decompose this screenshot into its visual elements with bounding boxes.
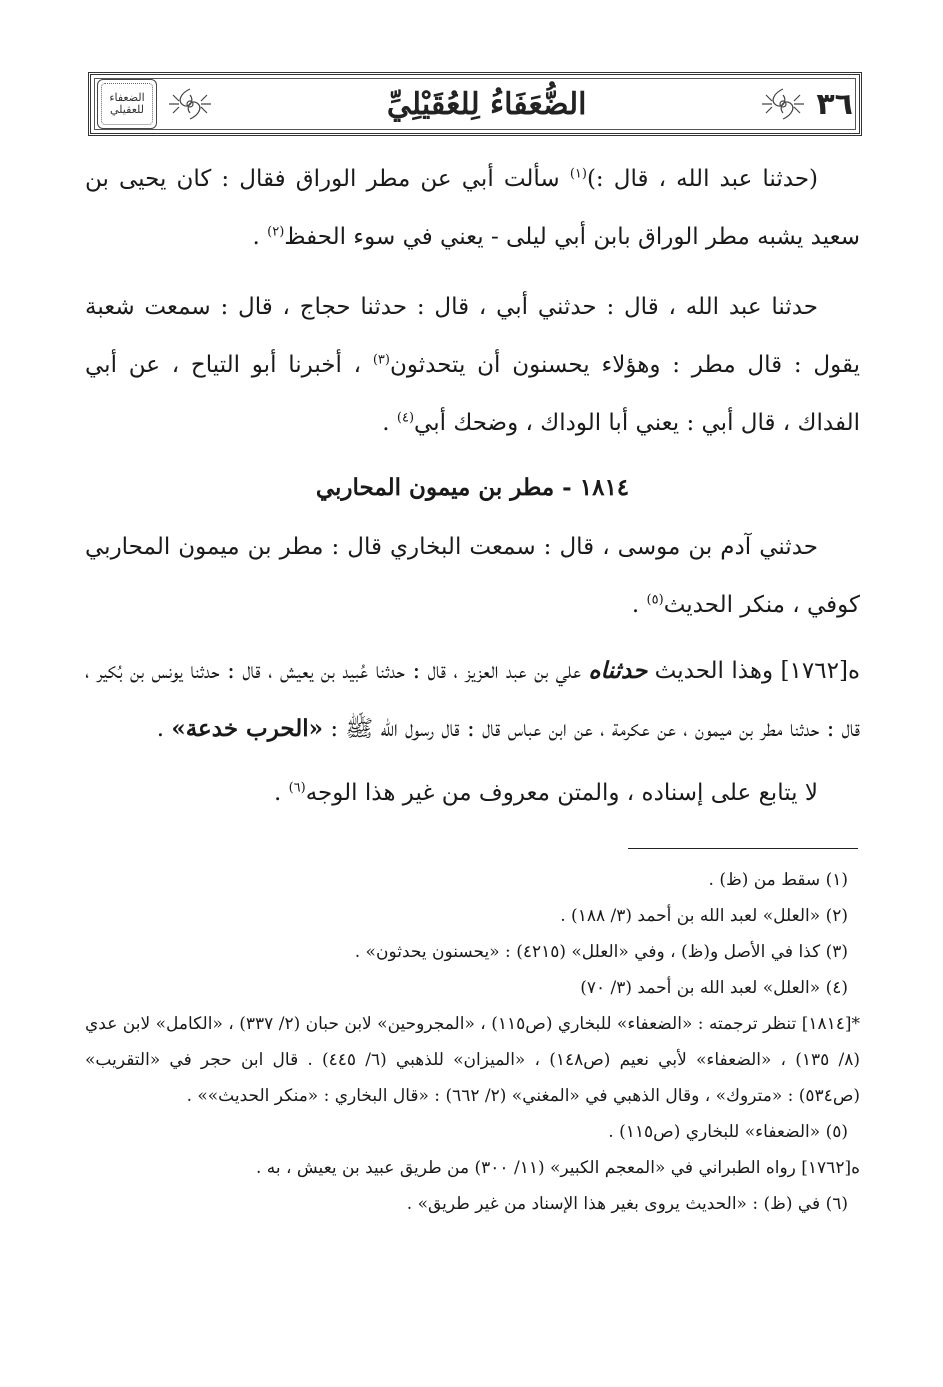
page-number-area: [756, 83, 853, 125]
hadith-quote: «الحرب خدعة»: [171, 715, 324, 742]
paragraph-3: حدثني آدم بن موسى ، قال : سمعت البخاري قال : مطر بن ميمون المحاربي كوفي ، منكر الحديث$^{(٥)}$ .: [85, 534, 860, 618]
paragraph-2: حدثنا عبد الله ، قال : حدثني أبي ، قال : حدثنا حجاج ، قال : سمعت شعبة يقول : قال مطر : وهؤلاء يحسنون أن يتحدثون$^{(٣)}$ ، أخبرنا أبو التياح ، عن أبي الفداك ، قال أبي : يعني أبا الوداك ، وضحك أبي$^{(٤)}$ .: [85, 294, 861, 436]
hadith-paragraph: ه[١٧٦٢] وهذا الحديث حدثناه علي بن عبد العزيز ، قال : حدثنا عُبيد بن يعيش ، قال : حدثنا يونس بن بُكير ، قال : حدثنا مطر بن ميمون ، عن عكرمة ، عن ابن عباس قال : قال رسول الله ﷺ : «الحرب خدعة» .: [85, 657, 860, 742]
page-number: ٣٦: [816, 86, 853, 122]
footnote-2: (٢) «العلل» لعبد الله بن أحمد (٣/ ١٨٨) .: [560, 906, 848, 926]
footnote-ref[interactable]: (٣): [372, 352, 390, 368]
footnote-hadith-1762: ه[١٧٦٢] رواه الطبراني في «المعجم الكبير» (١١/ ٣٠٠) من طريق عبيد بن يعيش ، به .: [255, 1158, 860, 1178]
footnote-ref[interactable]: (١): [569, 166, 587, 182]
footnote-divider: [628, 848, 858, 849]
footnote-6: (٦) في (ظ) : «الحديث يروى بغير هذا الإسناد من غير طريق» .: [406, 1194, 848, 1214]
paragraph-4: لا يتابع على إسناده ، والمتن معروف من غير هذا الوجه$^{(٦)}$ .: [273, 780, 818, 806]
footnote-3: (٣) كذا في الأصل و(ظ) ، وفي «العلل» (٤٢١٥) : «يحسنون يحدثون» .: [354, 942, 848, 962]
header-title: الضُّعَفَاءُ لِلعُقَيْلِيِّ: [386, 86, 587, 122]
page-header: [88, 72, 862, 136]
footnote-ref[interactable]: (٥): [646, 592, 664, 608]
footnote-5: (٥) «الضعفاء» للبخاري (ص١١٥) .: [608, 1122, 848, 1142]
footnote-ref[interactable]: (٤): [396, 410, 415, 426]
footnotes: [85, 862, 860, 1222]
entry-heading: ١٨١٤ - مطر بن ميمون المحاربي: [315, 474, 630, 501]
footnote-ref[interactable]: (٦): [288, 780, 306, 796]
header-left-decor: [97, 79, 217, 129]
main-text: [85, 150, 860, 845]
footnote-4: (٤) «العلل» لعبد الله بن أحمد (٣/ ٧٠): [580, 978, 848, 998]
hadith-marker: ه: [847, 658, 860, 684]
footnote-ref[interactable]: (٢): [267, 224, 285, 240]
hadith-number: [١٧٦٢]: [780, 658, 848, 684]
haddathanah-word: حدثناه: [588, 657, 648, 684]
floral-ornament-icon: [163, 83, 217, 125]
paragraph-1: (حدثنا عبد الله ، قال :)$^{(١)}$ سألت أبي عن مطر الوراق فقال : كان يحيى بن سعيد يشبه مطر الوراق بابن أبي ليلى - يعني في سوء الحفظ$^{(٢)}$ .: [85, 166, 860, 250]
book-seal-logo: الضعفاء للعقيلي: [97, 79, 157, 129]
footnote-entry-1814: *[١٨١٤] تنظر ترجمته : «الضعفاء» للبخاري (ص١١٥) ، «المجروحين» لابن حبان (٢/ ٣٣٧) ، «الكامل» لابن عدي (٨/ ١٣٥) ، «الضعفاء» لأبي نعيم (ص١٤٨) ، «الميزان» للذهبي (٦/ ٤٤٥) . قال ابن حجر في «التقريب» (ص٥٣٤) : «متروك» ، وقال الذهبي في «المغني» (٢/ ٦٦٢) : «قال البخاري : «منكر الحديث»» .: [85, 1014, 860, 1106]
footnote-1: (١) سقط من (ظ) .: [708, 870, 848, 890]
floral-ornament-icon: [756, 83, 810, 125]
